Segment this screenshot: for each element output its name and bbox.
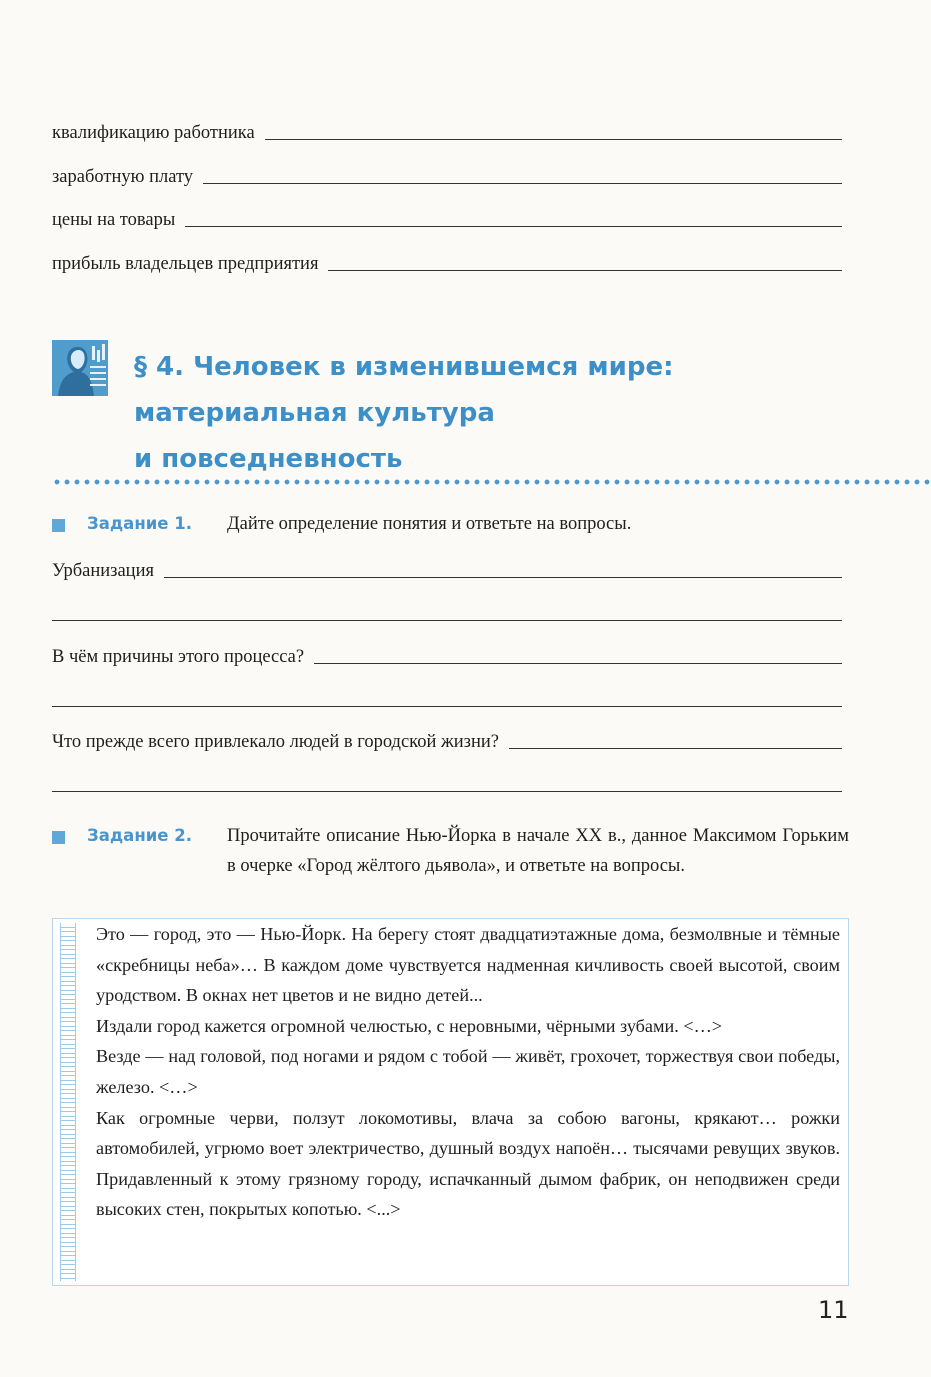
answer-line[interactable]: [328, 270, 842, 271]
question-label: Что прежде всего привлекало людей в городской жизни?: [52, 732, 499, 752]
answer-line[interactable]: [203, 183, 842, 184]
portrait-icon: [52, 340, 108, 396]
task-bullet-icon: [52, 831, 65, 844]
quote-paragraph: Это — город, это — Нью-Йорк. На берегу стоят двадцатиэтажные дома, безмолвные и тёмные «скребницы неба»… В каждом доме чувствуется надменная кичливость своей высотой, своим уродством. В окнах нет цветов и не видно детей...: [96, 924, 840, 1006]
question-label: Урбанизация: [52, 561, 154, 581]
section-title-line: § 4. Человек в изменившемся мире:: [134, 352, 674, 382]
field-label: цены на товары: [52, 210, 176, 230]
answer-line[interactable]: [52, 706, 842, 707]
question-label: В чём причины этого процесса?: [52, 647, 305, 667]
task-text: Прочитайте описание Нью-Йорка в начале XX в., данное Максимом Горьким в очерке «Город жёлтого дьявола», и ответьте на вопросы.: [227, 826, 849, 876]
section-title: [134, 344, 854, 482]
fill-row-prices: [52, 205, 842, 231]
decorative-border-strip: [60, 923, 76, 1281]
answer-line[interactable]: [314, 663, 842, 664]
quote-text: [96, 919, 840, 1225]
answer-line[interactable]: [164, 577, 842, 578]
page-number: 11: [818, 1296, 849, 1324]
answer-line[interactable]: [52, 620, 842, 621]
task-label: Задание 1.: [87, 514, 192, 533]
fill-row-urbanization: [52, 556, 842, 582]
field-label: прибыль владельцев предприятия: [52, 254, 319, 274]
task-bullet-icon: [52, 519, 65, 532]
fill-row-attraction: [52, 727, 842, 753]
section-title-line: и повседневность: [134, 444, 403, 474]
task-2: [52, 826, 849, 881]
field-label: квалификацию работника: [52, 123, 255, 143]
answer-line[interactable]: [185, 226, 842, 227]
answer-line[interactable]: [509, 748, 842, 749]
quote-paragraph: Как огромные черви, ползут локомотивы, влача за собою вагоны, крякают… рожки автомобилей, угрюмо воет электричество, душный воздух напоён… тысячами ревущих звуков. Придавленный к этому грязному городу, испачканный дымом фабрик, он неподвижен среди высоких стен, покрытых копотью. <...>: [96, 1107, 840, 1220]
task-text: Дайте определение понятия и ответьте на вопросы.: [227, 514, 632, 534]
answer-line[interactable]: [52, 791, 842, 792]
dotted-divider: [52, 478, 931, 486]
fill-row-causes: [52, 642, 842, 668]
answer-line[interactable]: [265, 139, 842, 140]
section-title-line: материальная культура: [134, 398, 495, 428]
task-1: [52, 514, 631, 539]
fill-row-qualification: [52, 118, 842, 144]
field-label: заработную плату: [52, 167, 194, 187]
quote-paragraph: Везде — над головой, под ногами и рядом с тобой — живёт, грохочет, торжествуя свои победы, железо. <…>: [96, 1046, 840, 1097]
task-label: Задание 2.: [87, 826, 192, 845]
quote-box: [52, 918, 849, 1286]
quote-paragraph: Издали город кажется огромной челюстью, с неровными, чёрными зубами. <…>: [96, 1015, 723, 1036]
fill-row-salary: [52, 162, 842, 188]
fill-row-profit: [52, 249, 842, 275]
